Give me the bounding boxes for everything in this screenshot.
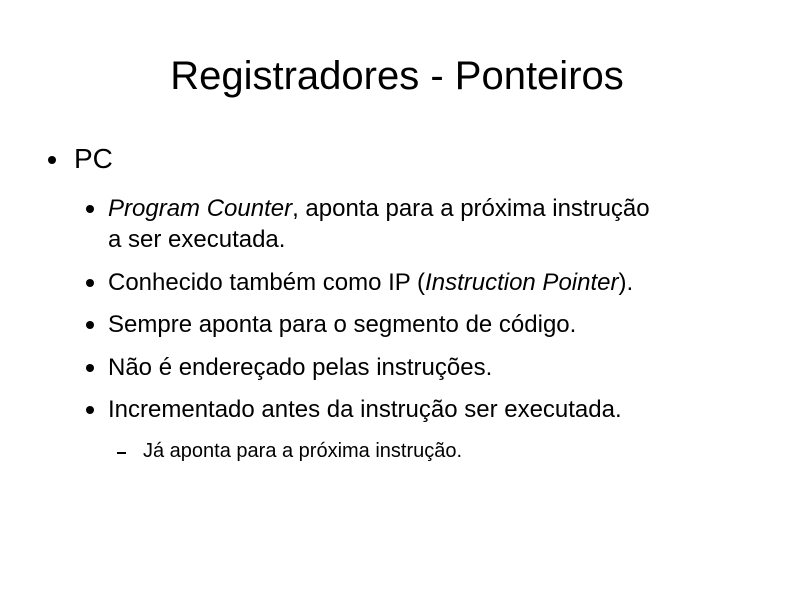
bullet-dot-icon <box>48 156 56 164</box>
bullet-text-continued: a ser executada. <box>108 226 286 253</box>
bullet-dot-icon <box>86 279 94 287</box>
bullet-dot-icon <box>86 205 94 213</box>
slide-title: Registradores - Ponteiros <box>170 54 624 98</box>
bullet-dot-icon <box>86 364 94 372</box>
bullet-text: Sempre aponta para o segmento de código. <box>108 311 577 338</box>
bullet-text-rest: , aponta para a próxima instrução <box>292 195 650 222</box>
bullet-dash-icon <box>117 452 126 454</box>
bullet-text: PC <box>74 143 113 174</box>
bullet-text-italic: Instruction Pointer <box>425 269 619 296</box>
bullet-text: Incrementado antes da instrução ser executada. <box>108 396 622 423</box>
sub-bullet-text: Já aponta para a próxima instrução. <box>143 440 463 462</box>
bullet-text-italic: Program Counter <box>108 195 293 222</box>
bullet-text <box>108 193 650 224</box>
bullet-text: Conhecido também como IP (Instruction Pointer). <box>108 269 634 296</box>
bullet-dot-icon <box>86 406 94 414</box>
bullet-text: Não é endereçado pelas instruções. <box>108 354 493 381</box>
bullet-dot-icon <box>86 321 94 329</box>
